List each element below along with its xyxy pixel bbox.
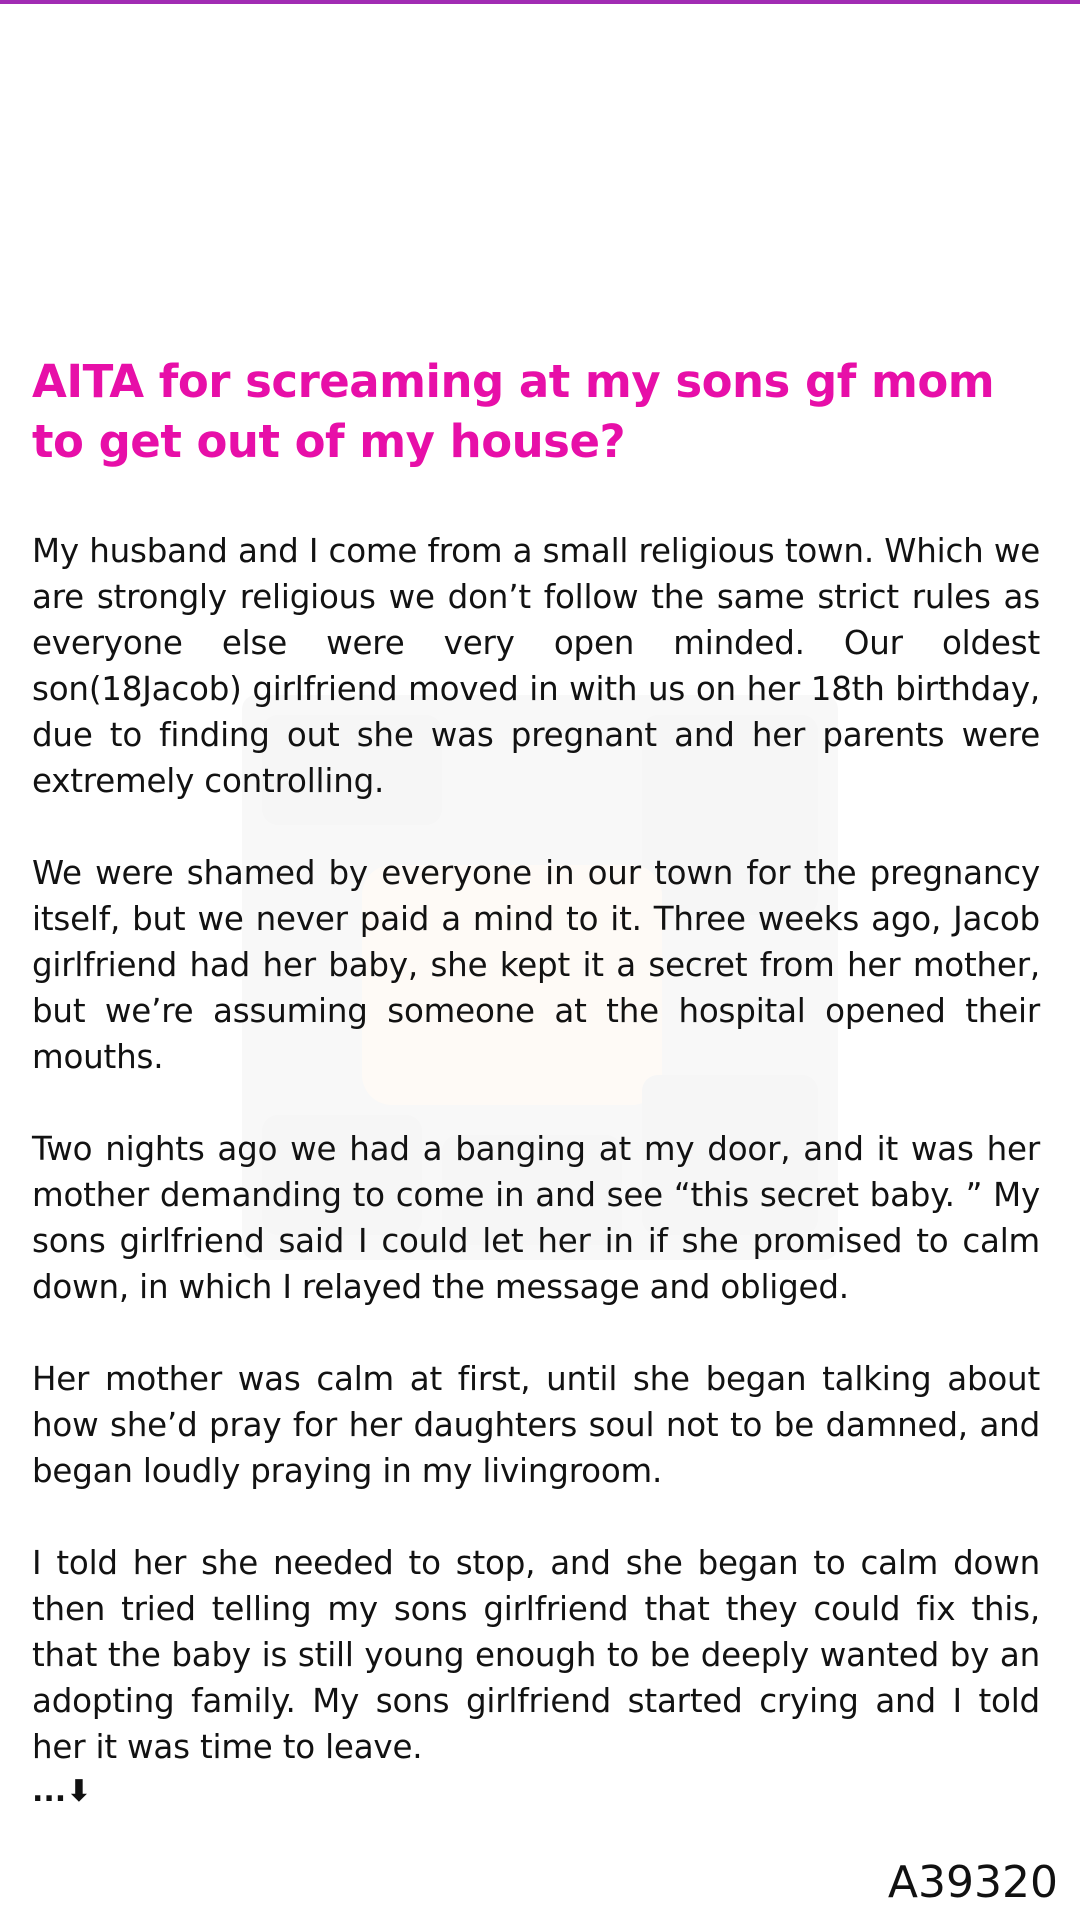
post-article xyxy=(32,352,1040,1812)
continue-marker: ...⬇ xyxy=(32,1774,92,1809)
post-paragraph-1: My husband and I come from a small religious town. Which we are strongly religious we don’t follow the same strict rules as everyone else were very open minded. Our oldest son(18Jacob) girlfriend moved in with us on her 18th birthday, due to finding out she was pregnant and her parents were extremely controlling. xyxy=(32,532,1040,800)
post-title: AITA for screaming at my sons gf mom to get out of my house? xyxy=(32,355,995,468)
post-paragraph-3: Two nights ago we had a banging at my door, and it was her mother demanding to come in and see “this secret baby. ” My sons girlfriend said I could let her in if she promised to calm down, in which I relayed the message and obliged. xyxy=(32,1130,1040,1306)
post-paragraph-5: I told her she needed to stop, and she began to calm down then tried telling my sons girlfriend that they could fix this, that the baby is still young enough to be deeply wanted by an adopting family. My sons girlfriend started crying and I told her it was time to leave. xyxy=(32,1544,1040,1766)
top-accent-rule xyxy=(0,0,1080,4)
post-paragraph-4: Her mother was calm at first, until she began talking about how she’d pray for her daughters soul not to be damned, and began loudly praying in my livingroom. xyxy=(32,1360,1040,1490)
post-id-label: A39320 xyxy=(887,1857,1058,1908)
post-paragraph-2: We were shamed by everyone in our town for the pregnancy itself, but we never paid a mind to it. Three weeks ago, Jacob girlfriend had her baby, she kept it a secret from her mother, but we’re assuming someone at the hospital opened their mouths. xyxy=(32,854,1040,1076)
